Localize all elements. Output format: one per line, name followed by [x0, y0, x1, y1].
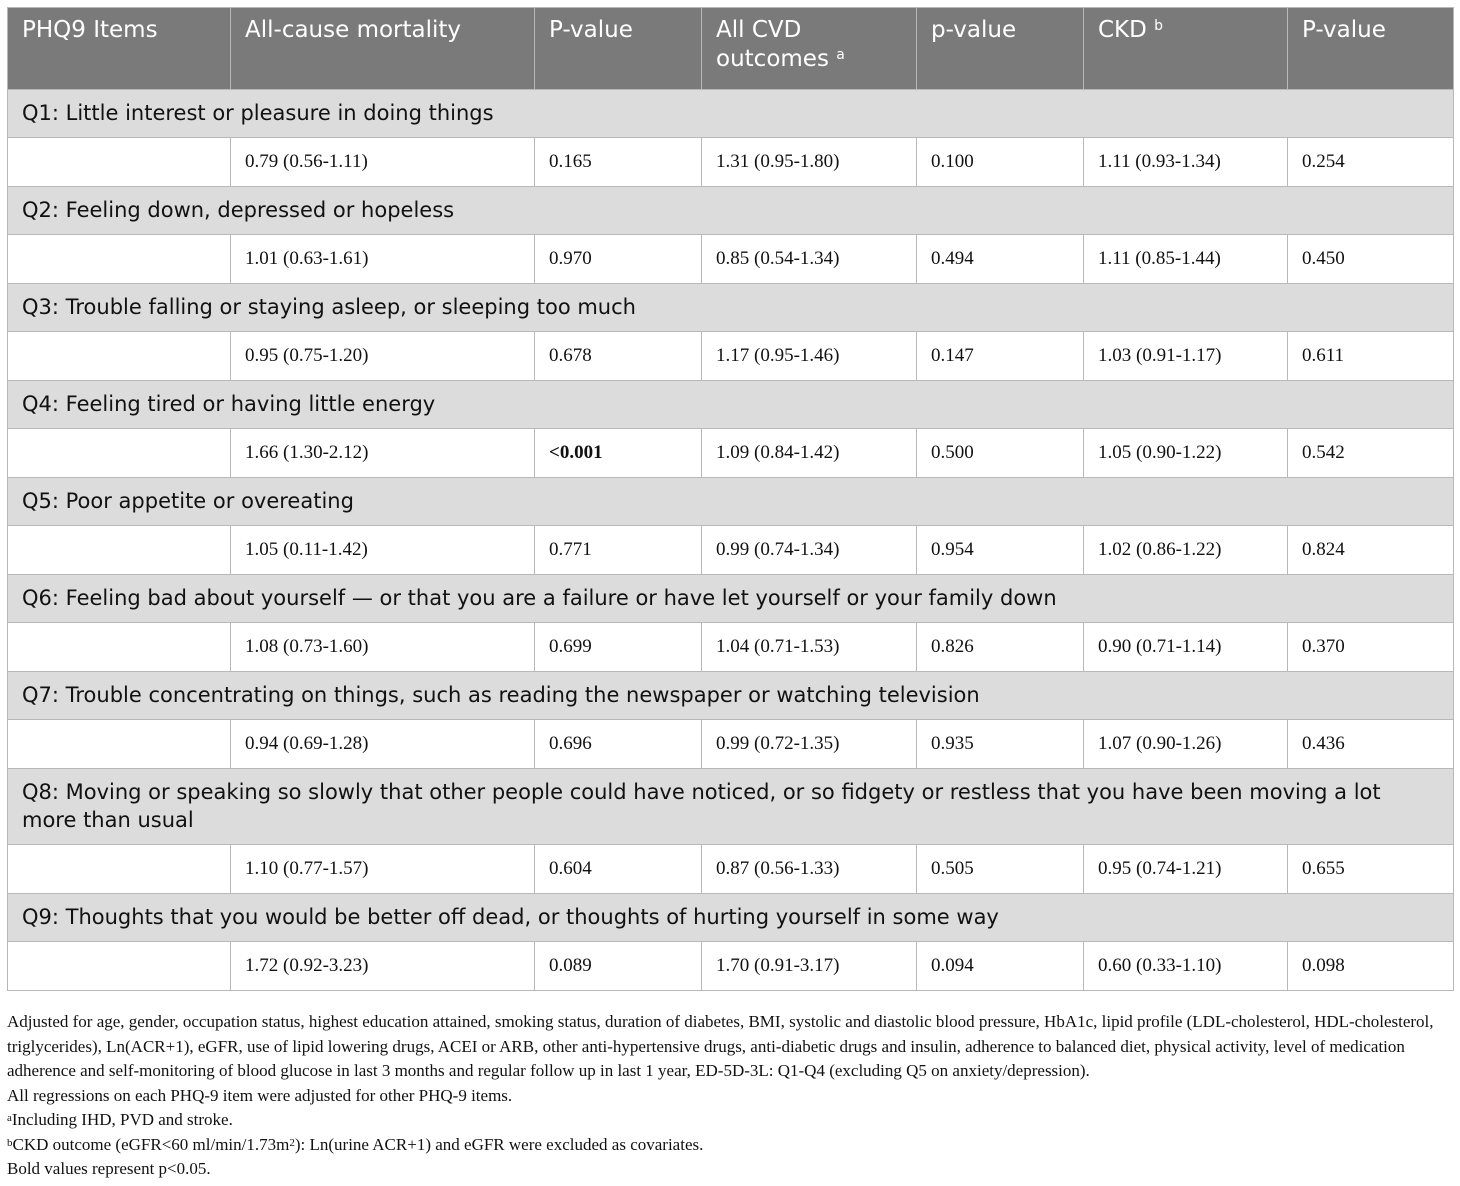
table-row: [8, 526, 1454, 575]
table-row: [8, 235, 1454, 284]
empty-cell: [8, 235, 231, 284]
item-label: Q1: Little interest or pleasure in doing things: [8, 90, 1454, 138]
item-row: [8, 672, 1454, 720]
item-label: Q3: Trouble falling or staying asleep, or sleeping too much: [8, 284, 1454, 332]
item-label: Q4: Feeling tired or having little energy: [8, 381, 1454, 429]
value-cell: 0.79 (0.56-1.11): [231, 138, 535, 187]
value-cell: <0.001: [535, 429, 702, 478]
value-cell: 0.147: [917, 332, 1084, 381]
value-cell: 0.089: [535, 942, 702, 991]
table-row: [8, 429, 1454, 478]
value-cell: 0.696: [535, 720, 702, 769]
value-cell: 0.99 (0.74-1.34): [702, 526, 917, 575]
value-cell: 1.11 (0.93-1.34): [1084, 138, 1288, 187]
table-header-row: [8, 8, 1454, 90]
value-cell: 0.90 (0.71-1.14): [1084, 623, 1288, 672]
footnote-adjusted: Adjusted for age, gender, occupation status, highest education attained, smoking status, duration of diabetes, BMI, systolic and diastolic blood pressure, HbA1c, lipid profile (LDL-cholesterol, HDL-cholesterol, triglycerides), Ln(ACR+1), eGFR, use of lipid lowering drugs, ACEI or ARB, other anti-hypertensive drugs, anti-diabetic drugs and insulin, adherence to balanced diet, physical activity, level of medication adherence and self-monitoring of blood glucose in last 3 months and regular follow up in last 1 year, ED-5D-3L: Q1-Q4 (excluding Q5 on anxiety/depression).: [7, 1012, 1434, 1080]
phq9-results-table: [7, 7, 1454, 991]
header-cell: P-value: [535, 8, 702, 90]
value-cell: 1.05 (0.11-1.42): [231, 526, 535, 575]
results-table-container: [7, 7, 1453, 991]
value-cell: 1.72 (0.92-3.23): [231, 942, 535, 991]
footnote-b: $^b$CKD outcome (eGFR<60 $ml/\min/1.73m^2$): Ln(urine ACR+1) and eGFR were excluded as covariates.: [7, 1134, 704, 1154]
footnote-regressions: All regressions on each PHQ-9 item were adjusted for other PHQ-9 items.: [7, 1085, 513, 1105]
table-row: [8, 845, 1454, 894]
value-cell: 0.678: [535, 332, 702, 381]
value-cell: 0.165: [535, 138, 702, 187]
value-cell: 1.08 (0.73-1.60): [231, 623, 535, 672]
value-cell: 1.66 (1.30-2.12): [231, 429, 535, 478]
value-cell: 0.824: [1288, 526, 1454, 575]
value-cell: 0.954: [917, 526, 1084, 575]
footnote-bold-note: Bold values represent p<0.05.: [7, 1159, 211, 1178]
value-cell: 0.771: [535, 526, 702, 575]
value-cell: 1.10 (0.77-1.57): [231, 845, 535, 894]
value-cell: 0.436: [1288, 720, 1454, 769]
item-label: Q9: Thoughts that you would be better off dead, or thoughts of hurting yourself in some way: [8, 894, 1454, 942]
value-cell: 0.95 (0.74-1.21): [1084, 845, 1288, 894]
item-row: [8, 284, 1454, 332]
header-cell: P-value: [1288, 8, 1454, 90]
value-cell: 0.826: [917, 623, 1084, 672]
table-row: [8, 623, 1454, 672]
table-row: [8, 942, 1454, 991]
empty-cell: [8, 623, 231, 672]
empty-cell: [8, 845, 231, 894]
empty-cell: [8, 526, 231, 575]
value-cell: 0.60 (0.33-1.10): [1084, 942, 1288, 991]
footnote-a: $^a$Including IHD, PVD and stroke.: [7, 1110, 233, 1129]
table-row: [8, 720, 1454, 769]
value-cell: 1.70 (0.91-3.17): [702, 942, 917, 991]
item-label: Q8: Moving or speaking so slowly that other people could have noticed, or so fidgety or restless that you have been moving a lot more than usual: [8, 769, 1454, 845]
value-cell: 1.03 (0.91-1.17): [1084, 332, 1288, 381]
value-cell: 1.31 (0.95-1.80): [702, 138, 917, 187]
empty-cell: [8, 720, 231, 769]
item-row: [8, 478, 1454, 526]
empty-cell: [8, 138, 231, 187]
value-cell: 1.09 (0.84-1.42): [702, 429, 917, 478]
value-cell: 0.254: [1288, 138, 1454, 187]
empty-cell: [8, 942, 231, 991]
header-cell: All-cause mortality: [231, 8, 535, 90]
value-cell: 0.99 (0.72-1.35): [702, 720, 917, 769]
value-cell: 1.04 (0.71-1.53): [702, 623, 917, 672]
value-cell: 1.07 (0.90-1.26): [1084, 720, 1288, 769]
value-cell: 0.542: [1288, 429, 1454, 478]
value-cell: 1.02 (0.86-1.22): [1084, 526, 1288, 575]
value-cell: 0.87 (0.56-1.33): [702, 845, 917, 894]
value-cell: 0.370: [1288, 623, 1454, 672]
value-cell: 0.450: [1288, 235, 1454, 284]
value-cell: 0.100: [917, 138, 1084, 187]
value-cell: 1.01 (0.63-1.61): [231, 235, 535, 284]
item-label: Q2: Feeling down, depressed or hopeless: [8, 187, 1454, 235]
item-label: Q6: Feeling bad about yourself — or that you are a failure or have let yourself or your family down: [8, 575, 1454, 623]
value-cell: 0.604: [535, 845, 702, 894]
value-cell: 0.94 (0.69-1.28): [231, 720, 535, 769]
value-cell: 0.098: [1288, 942, 1454, 991]
header-cell: All CVD outcomes $^a$: [702, 8, 917, 90]
item-row: [8, 575, 1454, 623]
empty-cell: [8, 429, 231, 478]
item-label: Q7: Trouble concentrating on things, such as reading the newspaper or watching television: [8, 672, 1454, 720]
value-cell: 1.05 (0.90-1.22): [1084, 429, 1288, 478]
header-cell: CKD $^b$: [1084, 8, 1288, 90]
table-row: [8, 332, 1454, 381]
value-cell: 0.85 (0.54-1.34): [702, 235, 917, 284]
value-cell: 0.699: [535, 623, 702, 672]
table-row: [8, 138, 1454, 187]
value-cell: 0.655: [1288, 845, 1454, 894]
item-label: Q5: Poor appetite or overeating: [8, 478, 1454, 526]
value-cell: 0.494: [917, 235, 1084, 284]
value-cell: 1.11 (0.85-1.44): [1084, 235, 1288, 284]
value-cell: 0.094: [917, 942, 1084, 991]
item-row: [8, 769, 1454, 845]
header-cell: p-value: [917, 8, 1084, 90]
value-cell: 0.505: [917, 845, 1084, 894]
item-row: [8, 90, 1454, 138]
table-footnotes: [7, 1010, 1453, 1182]
header-cell: PHQ9 Items: [8, 8, 231, 90]
empty-cell: [8, 332, 231, 381]
value-cell: 0.500: [917, 429, 1084, 478]
table-body: [8, 90, 1454, 991]
value-cell: 0.935: [917, 720, 1084, 769]
item-row: [8, 187, 1454, 235]
item-row: [8, 381, 1454, 429]
value-cell: 0.970: [535, 235, 702, 284]
value-cell: 0.95 (0.75-1.20): [231, 332, 535, 381]
item-row: [8, 894, 1454, 942]
value-cell: 1.17 (0.95-1.46): [702, 332, 917, 381]
value-cell: 0.611: [1288, 332, 1454, 381]
